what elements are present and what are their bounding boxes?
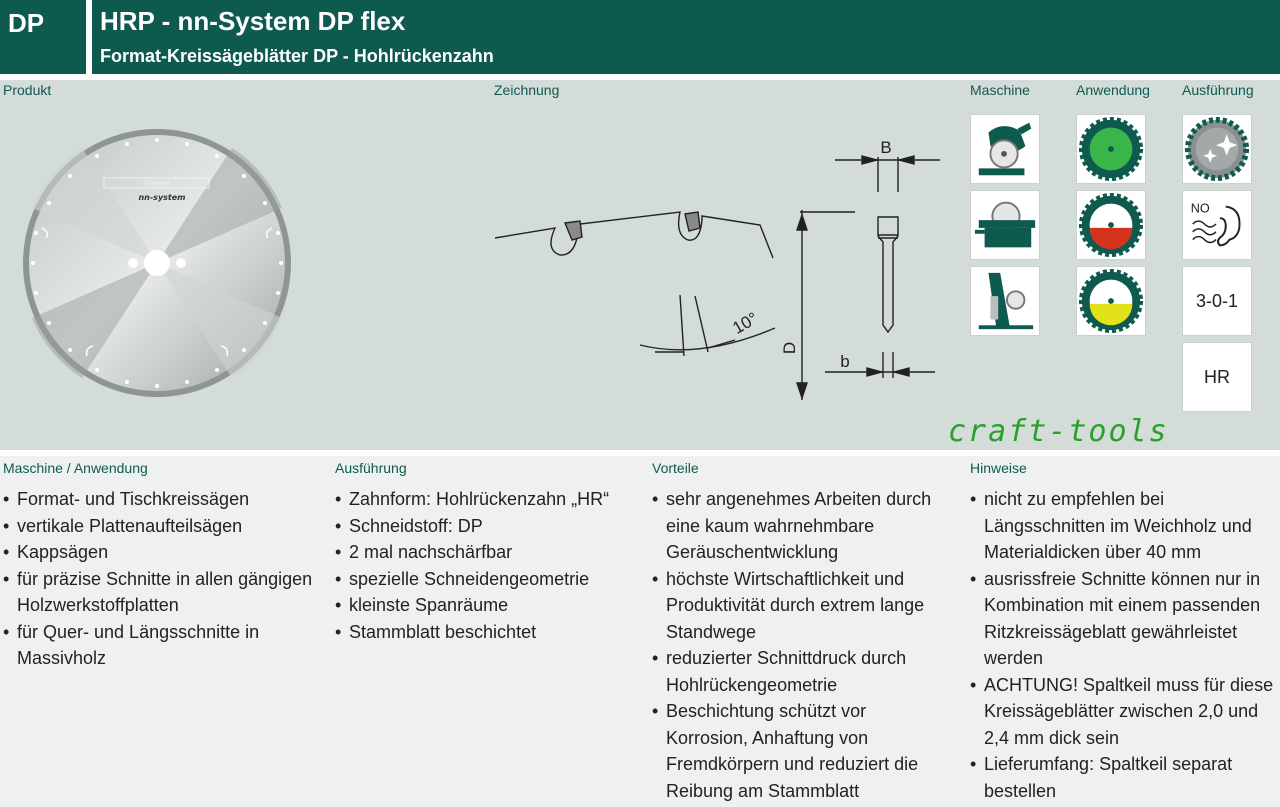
machine-kappsaege-icon	[970, 114, 1040, 184]
diamond-blade-icon	[1182, 114, 1252, 184]
tooth-form-tile: HR	[1182, 342, 1252, 412]
column-ausfuehrung	[335, 460, 645, 645]
list-item: • spezielle Schneidengeometrie	[335, 566, 645, 593]
dimension-label-B: B	[880, 138, 892, 157]
list-item: • Beschichtung schützt vor Korrosion, Anhaftung von Fremdkörpern und reduziert die Reibung am Stammblatt	[652, 698, 952, 804]
blade-brand-label: Stehle	[144, 179, 170, 188]
list-item: • nicht zu empfehlen bei Längsschnitten im Weichholz und Materialdicken über 40 mm	[970, 486, 1278, 566]
low-noise-label: NO	[1190, 201, 1210, 216]
column-vorteile	[652, 460, 952, 804]
list-item: • Lieferumfang: Spaltkeil separat bestellen	[970, 751, 1278, 804]
list-item: • Kappsägen	[3, 539, 323, 566]
list-item: • ausrissfreie Schnitte können nur in Kombination mit einem passenden Ritzkreissägeblatt gewährleistet werden	[970, 566, 1278, 672]
page-title: HRP - nn-System DP flex	[100, 6, 406, 36]
column-title: Vorteile	[652, 460, 699, 476]
column-title: Maschine / Anwendung	[3, 460, 148, 476]
section-label-maschine: Maschine	[970, 82, 1030, 98]
brand-logo: craft-tools	[948, 414, 1169, 449]
list-item: • Schneidstoff: DP	[335, 513, 645, 540]
list-item: • 2 mal nachschärfbar	[335, 539, 645, 566]
column-maschine-anwendung	[3, 460, 323, 672]
product-code: DP	[0, 0, 86, 74]
list-item: • sehr angenehmes Arbeiten durch eine kaum wahrnehmbare Geräuschentwicklung	[652, 486, 952, 566]
technical-drawing	[490, 120, 960, 420]
saw-blade-image	[22, 128, 292, 398]
column-title: Hinweise	[970, 460, 1027, 476]
list-item: • reduzierter Schnittdruck durch Hohlrückengeometrie	[652, 645, 952, 698]
section-label-zeichnung: Zeichnung	[494, 82, 560, 98]
machine-tischkreissaege-icon	[970, 190, 1040, 260]
machine-vertikal-icon	[970, 266, 1040, 336]
angle-label: 10°	[729, 308, 762, 338]
list-item: • höchste Wirtschaftlichkeit und Produktivität durch extrem lange Standwege	[652, 566, 952, 646]
section-label-ausfuehrung: Ausführung	[1182, 82, 1254, 98]
list-item: • Stammblatt beschichtet	[335, 619, 645, 646]
anwendung-yellow-icon	[1076, 266, 1146, 336]
header-title-bar	[92, 0, 1280, 74]
list-item: • kleinste Spanräume	[335, 592, 645, 619]
header	[0, 0, 1280, 74]
anwendung-green-icon	[1076, 114, 1146, 184]
page-subtitle: Format-Kreissägeblätter DP - Hohlrückenzahn	[100, 46, 494, 66]
anwendung-red-icon	[1076, 190, 1146, 260]
dimension-label-b: b	[840, 352, 850, 371]
list-item: • ACHTUNG! Spaltkeil muss für diese Kreissägeblätter zwischen 2,0 und 2,4 mm dick sein	[970, 672, 1278, 752]
list-item: • Zahnform: Hohlrückenzahn „HR“	[335, 486, 645, 513]
dimension-label-D: D	[780, 341, 799, 355]
column-title: Ausführung	[335, 460, 407, 476]
section-label-anwendung: Anwendung	[1076, 82, 1150, 98]
column-hinweise	[970, 460, 1278, 804]
list-item: • für Quer- und Längsschnitte in Massivholz	[3, 619, 323, 672]
low-noise-icon	[1182, 190, 1252, 260]
tooth-code-tile: 3-0-1	[1182, 266, 1252, 336]
blade-system-label: nn-system	[138, 193, 186, 202]
list-item: • vertikale Plattenaufteilsägen	[3, 513, 323, 540]
list-item: • Format- und Tischkreissägen	[3, 486, 323, 513]
section-label-produkt: Produkt	[3, 82, 52, 98]
list-item: • für präzise Schnitte in allen gängigen Holzwerkstoffplatten	[3, 566, 323, 619]
